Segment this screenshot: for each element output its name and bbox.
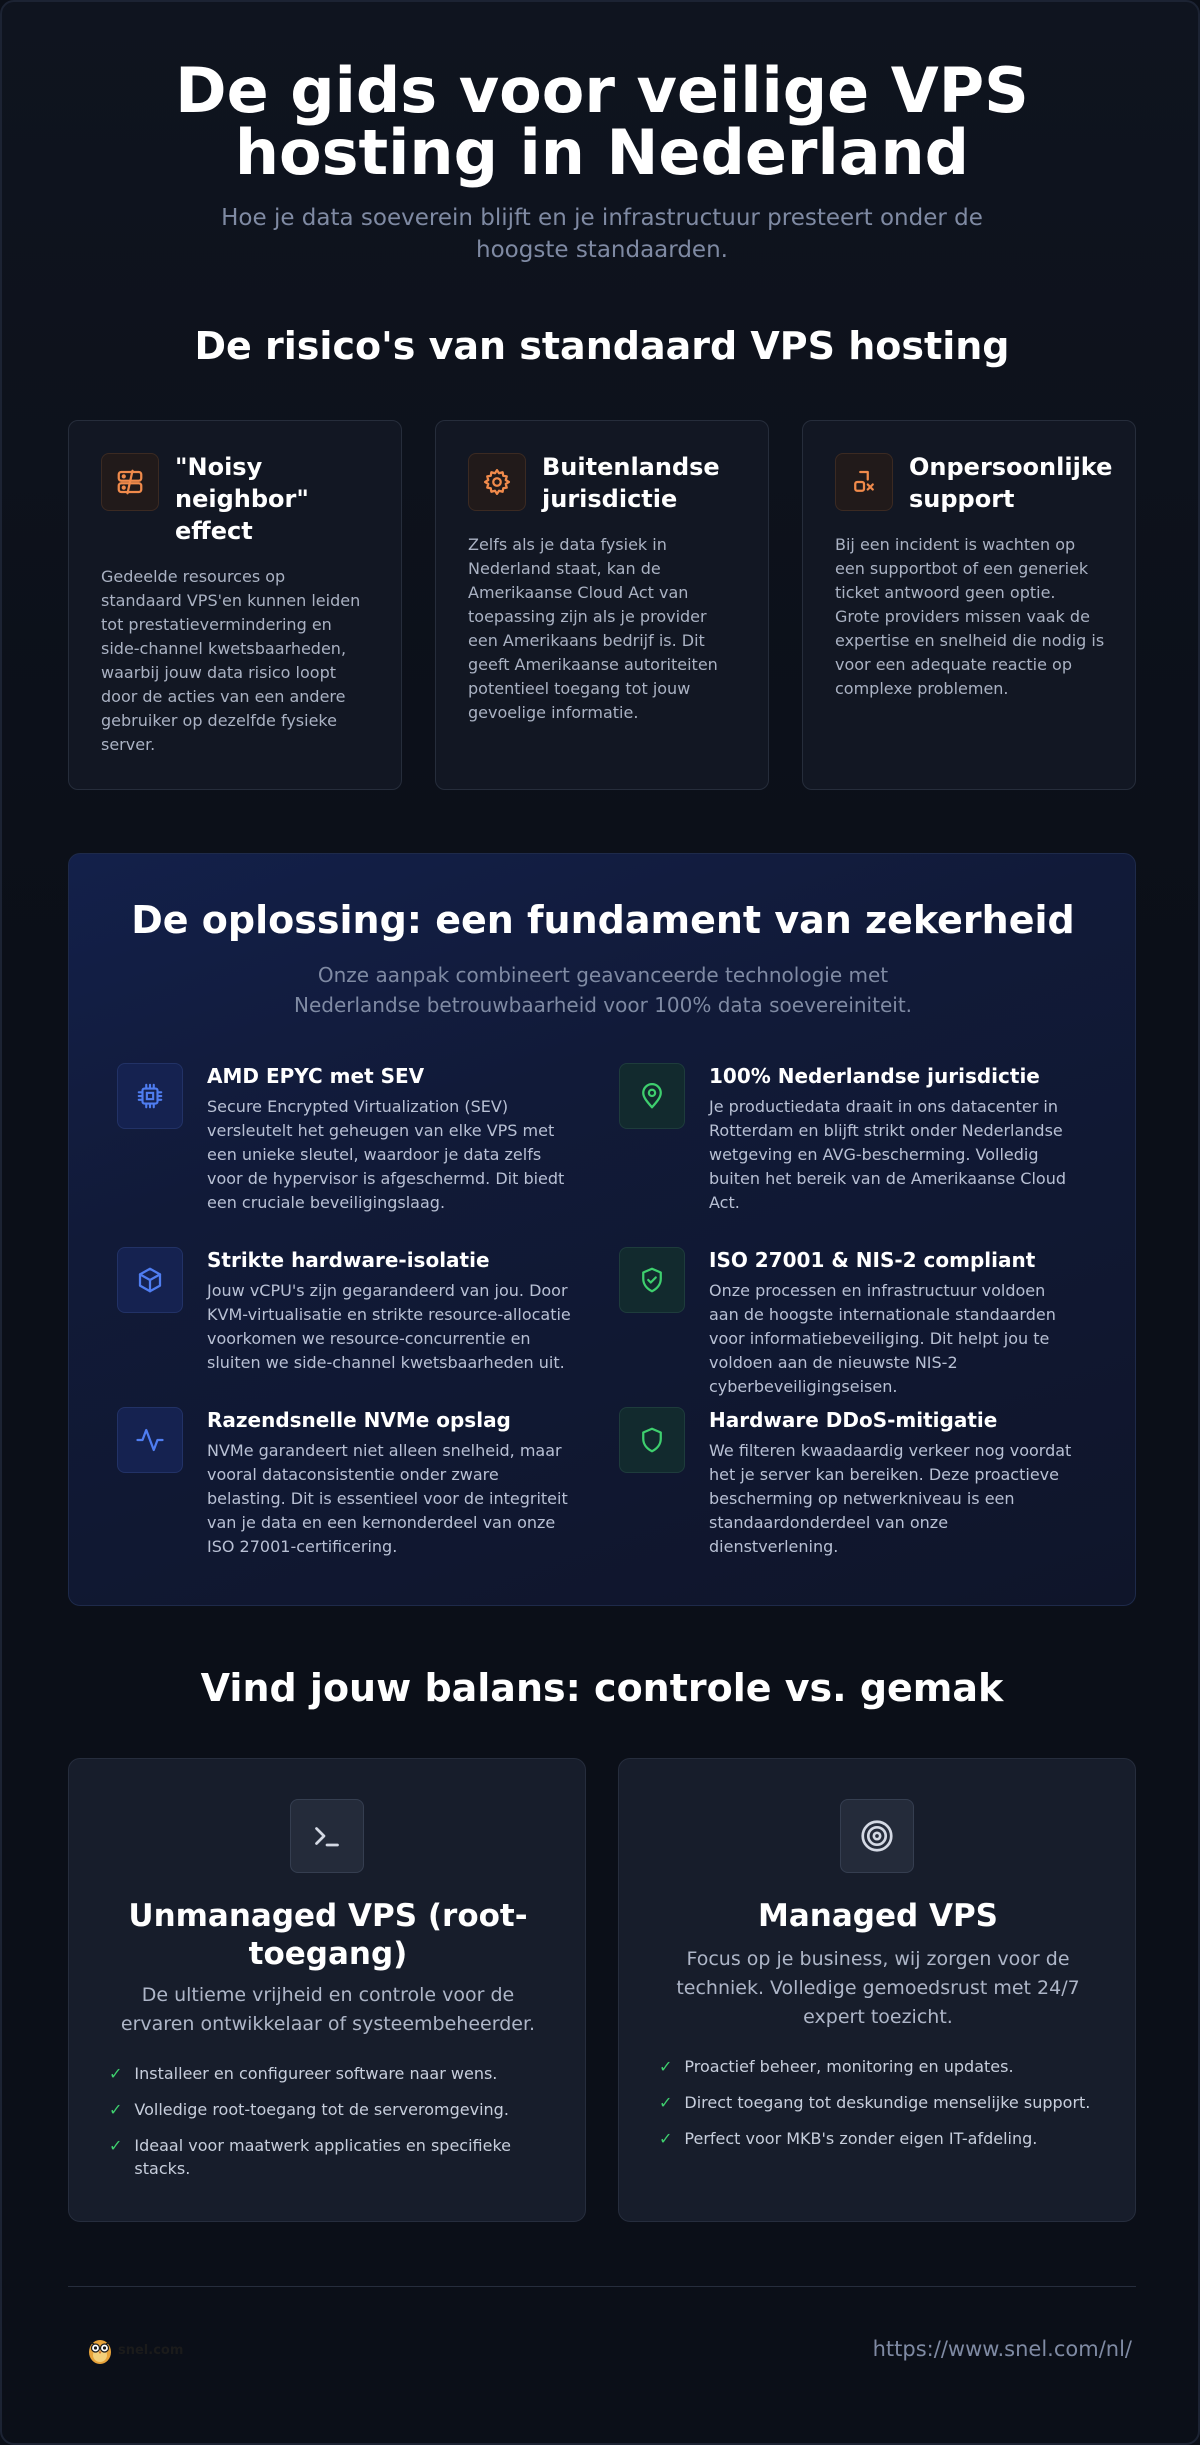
- feature-title: Strikte hardware-isolatie: [207, 1248, 490, 1272]
- solution-title: De oplossing: een fundament van zekerheid: [131, 898, 1075, 942]
- plan-title: Unmanaged VPS (root-toegang): [128, 1898, 528, 1972]
- risk-card-text: Zelfs als je data fysiek in Nederland staat, kan de Amerikaanse Cloud Act van toepassing zijn als je provider een Amerikaans bedrijf is. Dit geeft Amerikaanse autoriteiten potentieel toegang tot jouw gevoelige informatie.: [468, 535, 718, 722]
- plan-managed: [618, 1758, 1136, 2222]
- footer-url-link[interactable]: https://www.snel.com/nl/: [872, 2337, 1132, 2361]
- broken-link-icon: [835, 453, 893, 511]
- feature-text: Jouw vCPU's zijn gegarandeerd van jou. Door KVM-virtualisatie en strikte resource-allocatie voorkomen we resource-concurrentie en sluiten we side-channel kwetsbaarheden uit.: [207, 1281, 571, 1372]
- plan-unmanaged: [68, 1758, 586, 2222]
- check-icon: ✓: [109, 2100, 123, 2119]
- cube-icon: [117, 1247, 183, 1313]
- feature-nvme-storage: [117, 1407, 577, 1559]
- check-icon: ✓: [109, 2136, 123, 2155]
- risk-card-title: "Noisy neighbor" effect: [175, 453, 309, 545]
- gear-icon: [468, 453, 526, 511]
- page-title: De gids voor veilige VPS hosting in Nederland: [175, 54, 1029, 189]
- plan-subtitle: De ultieme vrijheid en controle voor de ervaren ontwikkelaar of systeembeheerder.: [120, 1984, 536, 2035]
- risk-card-support: [802, 420, 1136, 790]
- risk-card-noisy-neighbor: [68, 420, 402, 790]
- solution-subtitle: Onze aanpak combineert geavanceerde technologie met Nederlandse betrouwbaarheid voor 100% data soevereiniteit.: [293, 963, 913, 1017]
- owl-logo-icon: [86, 2335, 114, 2365]
- footer-divider: [68, 2286, 1136, 2287]
- shield-icon: [619, 1407, 685, 1473]
- logo[interactable]: [86, 2335, 183, 2365]
- list-item: ✓ Installeer en configureer software naar wens.: [109, 2064, 498, 2083]
- risk-card-title: Onpersoonlijke support: [909, 453, 1113, 513]
- feature-hardware-isolation: [117, 1247, 577, 1375]
- feature-amd-epyc: [117, 1063, 577, 1215]
- feature-text: NVMe garandeert niet alleen snelheid, maar vooral dataconsistentie onder zware belasting. Dit is essentieel voor de integriteit van je data en een kernonderdeel van onze ISO 27001-certificering.: [207, 1441, 568, 1556]
- list-item: ✓ Direct toegang tot deskundige menselijke support.: [659, 2093, 1091, 2112]
- check-icon: ✓: [109, 2064, 123, 2083]
- feature-title: 100% Nederlandse jurisdictie: [709, 1064, 1040, 1088]
- shield-check-icon: [619, 1247, 685, 1313]
- feature-text: Secure Encrypted Virtualization (SEV) versleutelt het geheugen van elke VPS met een unieke sleutel, waardoor je data zelfs voor de hypervisor is afgeschermd. Dit biedt een cruciale beveiligingslaag.: [207, 1097, 565, 1212]
- list-item: ✓ Proactief beheer, monitoring en updates.: [659, 2057, 1014, 2076]
- target-icon: [840, 1799, 914, 1873]
- feature-title: Razendsnelle NVMe opslag: [207, 1408, 511, 1432]
- feature-dutch-jurisdiction: [619, 1063, 1079, 1215]
- plan-title: Managed VPS: [758, 1898, 998, 1934]
- list-item: ✓ Volledige root-toegang tot de serveromgeving.: [109, 2100, 509, 2119]
- plan-feature-list: [109, 2062, 549, 2193]
- page-subtitle: Hoe je data soeverein blijft en je infrastructuur presteert onder de hoogste standaarden.: [221, 205, 983, 263]
- risk-card-text: Gedeelde resources op standaard VPS'en kunnen leiden tot prestatievermindering en side-channel kwetsbaarheden, waarbij jouw data risico loopt door de acties van een andere gebruiker op dezelfde fysieke server.: [101, 567, 361, 754]
- feature-ddos-mitigation: [619, 1407, 1079, 1559]
- check-icon: ✓: [659, 2129, 673, 2148]
- list-item: ✓ Ideaal voor maatwerk applicaties en specifieke stacks.: [109, 2136, 512, 2178]
- risk-card-text: Bij een incident is wachten op een supportbot of een generiek ticket antwoord geen optie. Grote providers missen vaak de expertise en snelheid die nodig is voor een adequate reactie op complexe problemen.: [835, 535, 1105, 698]
- hero: [2, 54, 1200, 266]
- solution-section: [68, 853, 1136, 1606]
- logo-text: snel.com: [118, 2342, 184, 2358]
- risk-card-title: Buitenlandse jurisdictie: [542, 453, 720, 513]
- feature-title: Hardware DDoS-mitigatie: [709, 1408, 998, 1432]
- risks-title: De risico's van standaard VPS hosting: [194, 324, 1010, 368]
- feature-text: Onze processen en infrastructuur voldoen aan de hoogste internationale standaarden voor informatiebeveiliging. Dit helpt jou te voldoen aan de nieuwste NIS-2 cyberbeveiligingseisen.: [709, 1281, 1056, 1396]
- check-icon: ✓: [659, 2093, 673, 2112]
- check-icon: ✓: [659, 2057, 673, 2076]
- feature-text: We filteren kwaadaardig verkeer nog voordat het je server kan bereiken. Deze proactieve bescherming op netwerkniveau is een standaardonderdeel van onze dienstverlening.: [709, 1441, 1072, 1556]
- feature-title: ISO 27001 & NIS-2 compliant: [709, 1248, 1036, 1272]
- list-item: ✓ Perfect voor MKB's zonder eigen IT-afdeling.: [659, 2129, 1038, 2148]
- cpu-icon: [117, 1063, 183, 1129]
- terminal-icon: [290, 1799, 364, 1873]
- feature-title: AMD EPYC met SEV: [207, 1064, 425, 1088]
- plan-subtitle: Focus op je business, wij zorgen voor de techniek. Volledige gemoedsrust met 24/7 expert toezicht.: [676, 1948, 1080, 2028]
- risk-card-jurisdiction: [435, 420, 769, 790]
- feature-text: Je productiedata draait in ons datacenter in Rotterdam en blijft strikt onder Nederlandse wetgeving en AVG-bescherming. Volledig buiten het bereik van de Amerikaanse Cloud Act.: [709, 1097, 1066, 1212]
- feature-iso-compliance: [619, 1247, 1079, 1399]
- location-pin-icon: [619, 1063, 685, 1129]
- activity-icon: [117, 1407, 183, 1473]
- risk-cards: [68, 420, 1136, 790]
- server-icon: [101, 453, 159, 511]
- plans-title: Vind jouw balans: controle vs. gemak: [200, 1666, 1004, 1710]
- plan-feature-list: [659, 2055, 1099, 2163]
